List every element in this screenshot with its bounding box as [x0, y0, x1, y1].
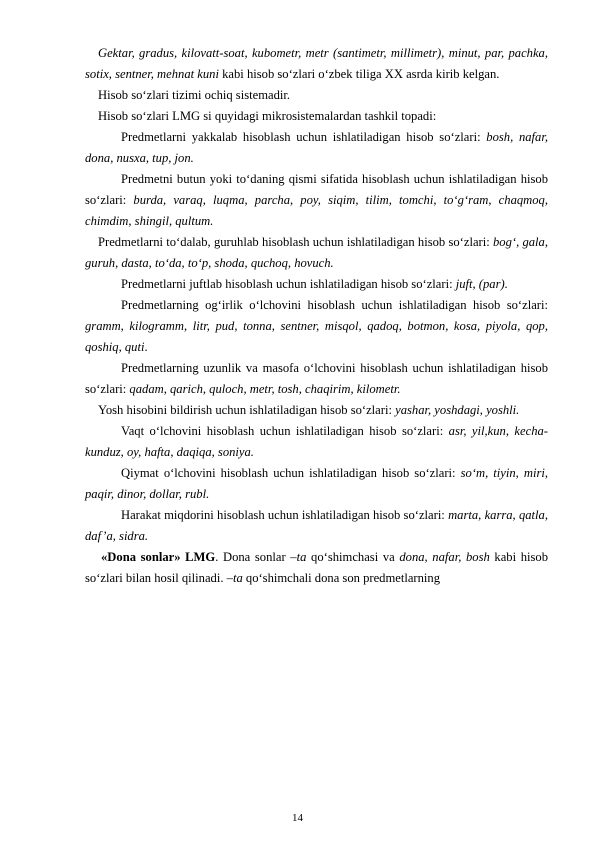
term-list: qadam, qarich, quloch, metr, tosh, chaqirim, kilometr. — [129, 382, 401, 396]
paragraph-text: Qiymat o‘lchovini hisoblash uchun ishlatiladigan hisob so‘zlari: — [121, 466, 461, 480]
paragraph-text: Hisob so‘zlari tizimi ochiq sistemadir. — [98, 88, 291, 102]
term-list: yashar, yoshdagi, yoshli. — [395, 403, 520, 417]
term-list: gramm, kilogramm, litr, pud, tonna, sentner, misqol, qadoq, botmon, kosa, piyola, qop, qoshiq, quti — [85, 319, 548, 354]
paragraph-text: qo‘shimchali dona son predmetlarning — [242, 571, 441, 585]
paragraph-text: Harakat miqdorini hisoblash uchun ishlatiladigan hisob so‘zlari: — [121, 508, 449, 522]
paragraph-value-counting — [85, 463, 548, 505]
paragraph-text: kabi hisob so‘zlari bilan hosil qilinadi. – — [85, 550, 549, 585]
paragraph-action-counting — [85, 505, 548, 547]
paragraph-time-counting — [85, 421, 548, 463]
paragraph-part-counting — [85, 169, 548, 232]
paragraph-text: Predmetlarni to‘dalab, guruhlab hisoblash uchun ishlatiladigan hisob so‘zlari: — [98, 235, 493, 249]
paragraph-age-counting — [85, 400, 548, 421]
suffix-term: ta — [296, 550, 307, 564]
term-list: so‘m, tiyin, miri, paqir, dinor, dollar, rubl. — [85, 466, 549, 501]
term-list: bosh, nafar, dona, nusxa, tup, jon. — [85, 130, 548, 165]
term-list: asr, yil,kun, kecha-kunduz, oy, hafta, daqiqa, soniya. — [85, 424, 548, 459]
paragraph-open-system — [85, 85, 548, 106]
paragraph-group-counting — [85, 232, 548, 274]
paragraph-text: Vaqt o‘lchovini hisoblash uchun ishlatiladigan hisob so‘zlari: — [121, 424, 449, 438]
paragraph-text: Predmetlarni juftlab hisoblash uchun ishlatiladigan hisob so‘zlari: — [121, 277, 456, 291]
paragraph-pair-counting — [85, 274, 548, 295]
page-body — [85, 43, 548, 589]
paragraph-lmg-intro — [85, 106, 548, 127]
paragraph-weight-counting — [85, 295, 548, 358]
paragraph-text: . Dona sonlar – — [215, 550, 297, 564]
term-list: burda, varaq, luqma, parcha, poy, siqim, tilim, tomchi, to‘g‘ram, chaqmoq, chimdim, shingil, qultum. — [85, 193, 548, 228]
paragraph-text: Predmetlarni yakkalab hisoblash uchun ishlatiladigan hisob so‘zlari: — [121, 130, 487, 144]
term-list: juft, (par). — [455, 277, 508, 291]
page-number: 14 — [292, 812, 303, 824]
paragraph-text: Hisob so‘zlari LMG si quyidagi mikrosistemalardan tashkil topadi: — [98, 109, 437, 123]
paragraph-text: . — [144, 340, 148, 354]
suffix-term: ta — [232, 571, 243, 585]
paragraph-text: Predmetlarning uzunlik va masofa o‘lchovini hisoblash uchun ishlatiladigan hisob so‘zlari: — [85, 361, 548, 396]
paragraph-text: Predmetlarning og‘irlik o‘lchovini hisoblash uchun ishlatiladigan hisob so‘zlari: — [121, 298, 548, 312]
paragraph-units-borrowed — [85, 43, 548, 85]
paragraph-text: kabi hisob so‘zlari o‘zbek tiliga XX asrda kirib kelgan. — [218, 67, 500, 81]
term-list: Gektar, gradus, kilovatt-soat, kubometr, metr (santimetr, millimetr), minut, par, pachka, sotix, sentner, mehnat kuni — [85, 46, 548, 81]
paragraph-text: Yosh hisobini bildirish uchun ishlatiladigan hisob so‘zlari: — [98, 403, 396, 417]
term-list: marta, karra, qatla, daf’a, sidra. — [85, 508, 548, 543]
paragraph-length-counting — [85, 358, 548, 400]
section-heading: «Dona sonlar» LMG — [101, 550, 216, 564]
term-list: bog‘, gala, guruh, dasta, to‘da, to‘p, shoda, quchoq, hovuch. — [85, 235, 549, 270]
paragraph-single-counting — [85, 127, 548, 169]
paragraph-text: Predmetni butun yoki to‘daning qismi sifatida hisoblash uchun ishlatiladigan hisob so‘zlari: — [85, 172, 548, 207]
paragraph-text: qo‘shimchasi va — [306, 550, 400, 564]
paragraph-dona-sonlar — [85, 547, 548, 589]
term-list: dona, nafar, bosh — [399, 550, 490, 564]
